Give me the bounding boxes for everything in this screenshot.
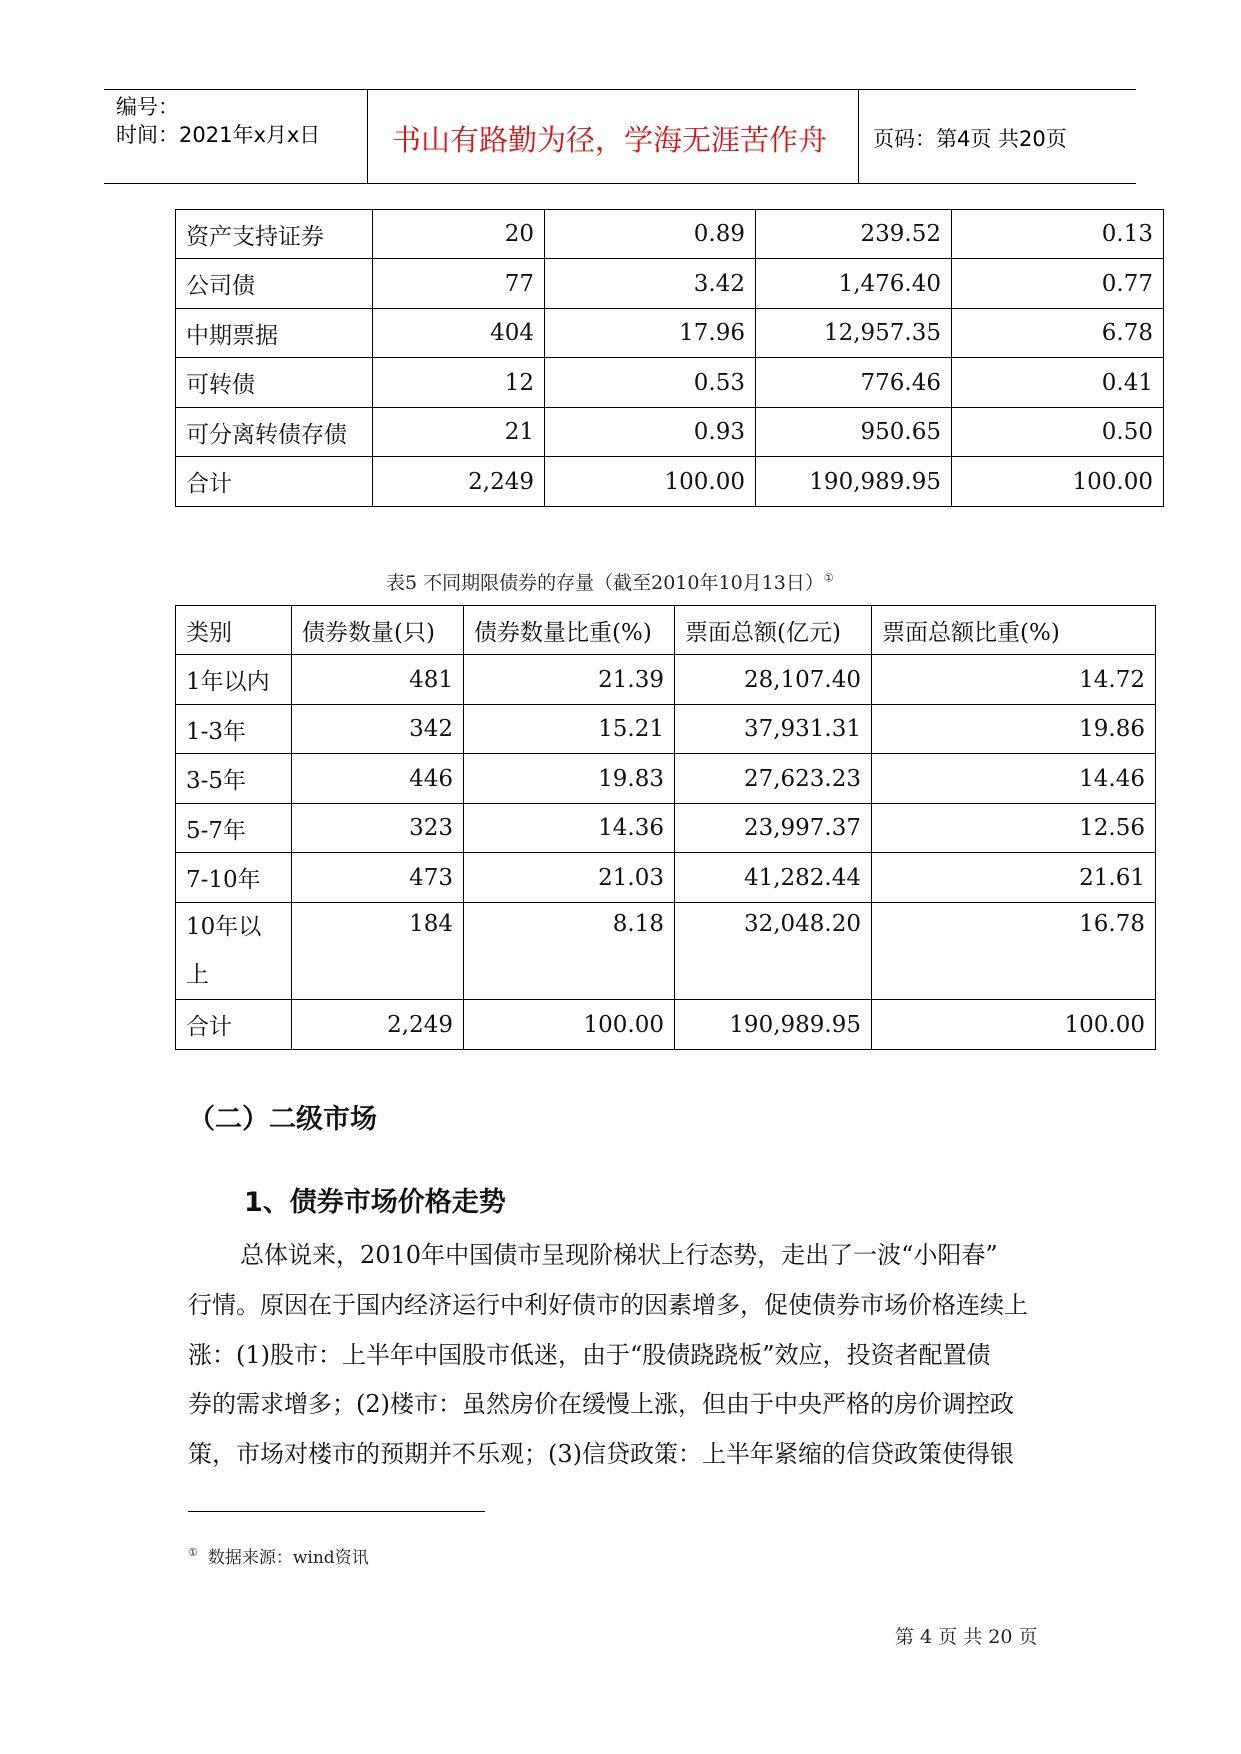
column-header: 票面总额(亿元): [675, 606, 872, 655]
maturity-table: [175, 605, 1156, 1050]
cell-value: 0.77: [952, 259, 1164, 309]
paragraph-line: 总体说来，2010年中国债市呈现阶梯状上行态势，走出了一波“小阳春”: [240, 1241, 998, 1269]
cell-value: 32,048.20: [675, 903, 872, 1000]
cell-value: 0.41: [952, 358, 1164, 408]
cell-value: 481: [292, 655, 464, 705]
cell-value: 0.53: [545, 358, 756, 408]
column-header: 类别: [176, 606, 292, 655]
cell-value: 404: [373, 309, 545, 358]
cell-value: 100.00: [872, 1000, 1156, 1050]
cell-category-line1: 10年以: [186, 914, 262, 940]
column-header: 债券数量比重(%): [464, 606, 675, 655]
bond-types-table: [175, 209, 1164, 507]
footnote-divider: [188, 1511, 485, 1512]
cell-value: 12.56: [872, 804, 1156, 853]
column-header: 票面总额比重(%): [872, 606, 1156, 655]
cell-value: 190,989.95: [756, 457, 952, 507]
table-row: [176, 210, 1164, 259]
table-row: [176, 705, 1156, 754]
table-row: [176, 754, 1156, 804]
column-header: 债券数量(只): [292, 606, 464, 655]
cell-value: 0.50: [952, 408, 1164, 457]
table-row-total: [176, 1000, 1156, 1050]
cell-value: 184: [292, 903, 464, 1000]
cell-value: 37,931.31: [675, 705, 872, 754]
header-motto-cell: [368, 90, 859, 183]
cell-value: 77: [373, 259, 545, 309]
cell-category: 合计: [176, 457, 373, 507]
cell-value: 190,989.95: [675, 1000, 872, 1050]
cell-value: 0.13: [952, 210, 1164, 259]
cell-value: 41,282.44: [675, 853, 872, 903]
document-time-label: 时间：2021年x月x日: [116, 123, 321, 147]
header-page-cell: [859, 90, 1136, 183]
cell-value: 27,623.23: [675, 754, 872, 804]
cell-value: 0.89: [545, 210, 756, 259]
cell-value: 14.46: [872, 754, 1156, 804]
cell-value: 8.18: [464, 903, 675, 1000]
cell-value: 16.78: [872, 903, 1156, 1000]
cell-value: 3.42: [545, 259, 756, 309]
cell-category: 可转债: [176, 358, 373, 408]
header-motto: 书山有路勤为径，学海无涯苦作舟: [392, 123, 828, 157]
table-row-total: [176, 457, 1164, 507]
cell-category: 1-3年: [176, 705, 292, 754]
cell-value: 12,957.35: [756, 309, 952, 358]
cell-value: 23,997.37: [675, 804, 872, 853]
cell-value: 323: [292, 804, 464, 853]
table-row: [176, 804, 1156, 853]
table-row: [176, 853, 1156, 903]
cell-category: 1年以内: [176, 655, 292, 705]
cell-value: 15.21: [464, 705, 675, 754]
cell-value: 21.39: [464, 655, 675, 705]
cell-category: 可分离转债存债: [176, 408, 373, 457]
cell-value: 100.00: [952, 457, 1164, 507]
page-header: [104, 89, 1136, 184]
header-page-number: 页码：第4页 共20页: [873, 127, 1067, 151]
cell-value: 2,249: [292, 1000, 464, 1050]
paragraph-line: 行情。原因在于国内经济运行中利好债市的因素增多，促使债券市场价格连续上: [188, 1291, 1028, 1319]
cell-category: 资产支持证券: [176, 210, 373, 259]
cell-category: 公司债: [176, 259, 373, 309]
paragraph-line: 券的需求增多；(2)楼市：虽然房价在缓慢上涨，但由于中央严格的房价调控政: [188, 1390, 1014, 1418]
cell-value: 21.61: [872, 853, 1156, 903]
table-row: [176, 358, 1164, 408]
cell-value: 20: [373, 210, 545, 259]
table-row: [176, 309, 1164, 358]
cell-value: 1,476.40: [756, 259, 952, 309]
table-row: [176, 408, 1164, 457]
document-number-label: 编号：: [116, 95, 179, 119]
cell-value: 6.78: [952, 309, 1164, 358]
cell-category: 中期票据: [176, 309, 373, 358]
page-footer: 第 4 页 共 20 页: [895, 1626, 1038, 1648]
section-heading: （二）二级市场: [188, 1104, 377, 1135]
header-meta-cell: [104, 90, 368, 183]
cell-value: 14.36: [464, 804, 675, 853]
cell-value: 21: [373, 408, 545, 457]
cell-category: 7-10年: [176, 853, 292, 903]
cell-value: 17.96: [545, 309, 756, 358]
footnote-marker: ①: [823, 571, 834, 585]
cell-value: 776.46: [756, 358, 952, 408]
cell-value: 950.65: [756, 408, 952, 457]
footnote-text: 数据来源：wind资讯: [207, 1548, 369, 1568]
cell-category: 5-7年: [176, 804, 292, 853]
cell-value: 19.86: [872, 705, 1156, 754]
table-header-row: [176, 606, 1156, 655]
table-row: [176, 259, 1164, 309]
table-caption: [386, 568, 834, 595]
cell-category: 3-5年: [176, 754, 292, 804]
table-row: [176, 655, 1156, 705]
cell-value: 21.03: [464, 853, 675, 903]
cell-value: 2,249: [373, 457, 545, 507]
cell-category: 合计: [176, 1000, 292, 1050]
cell-category-line2: 上: [186, 962, 209, 988]
footnote-marker: ①: [188, 1546, 198, 1560]
subsection-heading: 1、债券市场价格走势: [244, 1187, 506, 1218]
cell-value: 100.00: [464, 1000, 675, 1050]
cell-value: 12: [373, 358, 545, 408]
paragraph-line: 涨：(1)股市：上半年中国股市低迷，由于“股债跷跷板”效应，投资者配置债: [188, 1341, 991, 1369]
cell-value: 0.93: [545, 408, 756, 457]
cell-value: 239.52: [756, 210, 952, 259]
cell-value: 19.83: [464, 754, 675, 804]
paragraph-line: 策，市场对楼市的预期并不乐观；(3)信贷政策：上半年紧缩的信贷政策使得银: [188, 1440, 1014, 1468]
cell-value: 342: [292, 705, 464, 754]
cell-value: 28,107.40: [675, 655, 872, 705]
cell-value: 100.00: [545, 457, 756, 507]
table-caption-text: 表5 不同期限债券的存量（截至2010年10月13日）: [386, 572, 824, 594]
cell-value: 14.72: [872, 655, 1156, 705]
footnote: [188, 1543, 369, 1568]
table-row: [176, 903, 1156, 1000]
cell-value: 446: [292, 754, 464, 804]
cell-value: 473: [292, 853, 464, 903]
cell-category: [176, 903, 292, 1000]
